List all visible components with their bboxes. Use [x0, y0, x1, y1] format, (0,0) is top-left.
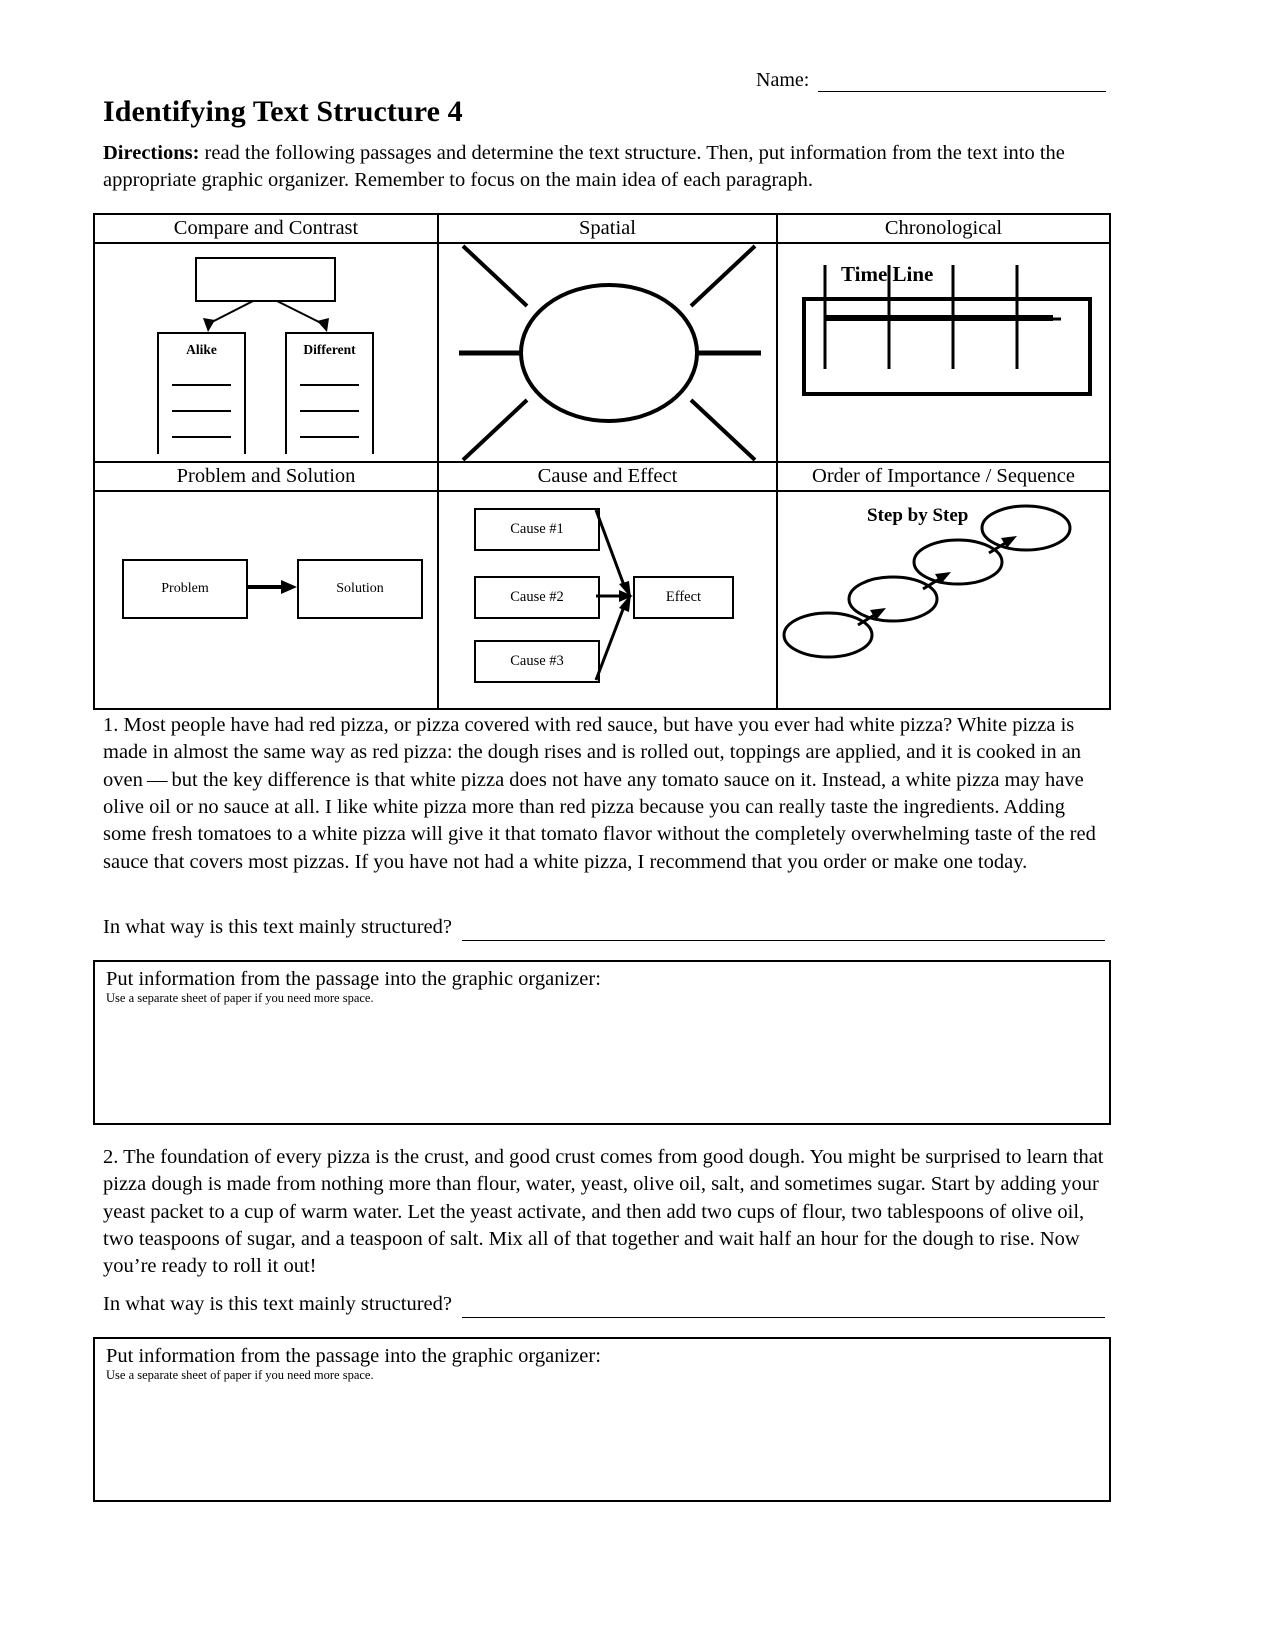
cause-3-box: Cause #3: [474, 640, 600, 683]
answer-box-1-title: Put information from the passage into the graphic organizer:: [106, 968, 601, 990]
organizer-cell-problem-solution: [95, 492, 439, 708]
time-line-diagram: [778, 244, 1109, 461]
compare-contrast-different-box: [285, 332, 374, 454]
alike-write-line: [172, 384, 231, 386]
answer-box-2-subtitle: Use a separate sheet of paper if you need more space.: [106, 1368, 374, 1382]
organizer-cell-sequence: [778, 492, 1109, 708]
organizer-header-compare-contrast: Compare and Contrast: [95, 215, 439, 244]
organizer-header-row-2: [95, 461, 1109, 492]
different-write-line: [300, 436, 359, 438]
answer-box-1[interactable]: [93, 960, 1111, 1125]
different-label: Different: [303, 342, 356, 357]
graphic-organizer-table: [93, 213, 1111, 710]
organizer-cell-compare-contrast: [95, 244, 439, 461]
solution-box: Solution: [297, 559, 423, 619]
problem-box: Problem: [122, 559, 248, 619]
name-input-line[interactable]: [818, 74, 1106, 92]
organizer-cell-chronological: [778, 244, 1109, 461]
organizer-header-spatial: Spatial: [439, 215, 778, 244]
cause-2-box: Cause #2: [474, 576, 600, 619]
time-line-label: Time Line: [841, 262, 934, 286]
different-write-line: [300, 410, 359, 412]
name-field-row: [756, 70, 1106, 92]
compare-contrast-alike-box: [157, 332, 246, 454]
name-label: Name:: [756, 69, 810, 91]
organizer-header-problem-solution: Problem and Solution: [95, 463, 439, 492]
question-2-row: [103, 1294, 1105, 1318]
passage-1-text: 1. Most people have had red pizza, or pizza covered with red sauce, but have you ever had white pizza? White pizza is made in almost the same way as red pizza: the dough rises and is rolled out, toppings are applied, and it is cooked in an oven — but the key difference is that white pizza does not have any tomato sauce on it. Instead, a white pizza may have olive oil or no sauce at all. I like white pizza more than red pizza because you can really taste the ingredients. Adding some fresh tomatoes to a white pizza will give it that tomato flavor without the completely overwhelming taste of the red sauce that covers most pizzas. If you have not had a white pizza, I recommend that you order or make one today.: [103, 714, 1096, 873]
organizer-cell-spatial: [439, 244, 778, 461]
organizer-header-chronological: Chronological: [778, 215, 1109, 244]
organizer-cell-cause-effect: [439, 492, 778, 708]
organizer-header-order-importance-sequence: Order of Importance / Sequence: [778, 463, 1109, 492]
organizer-body-row-1: [95, 244, 1109, 461]
question-1-label: In what way is this text mainly structured?: [103, 916, 452, 938]
step-by-step-label: Step by Step: [867, 505, 969, 526]
alike-write-line: [172, 410, 231, 412]
question-2-label: In what way is this text mainly structured?: [103, 1293, 452, 1315]
passage-2-text: 2. The foundation of every pizza is the crust, and good crust comes from good dough. You might be surprised to learn that pizza dough is made from nothing more than flour, water, yeast, olive oil, salt, and sometimes sugar. Start by adding your yeast packet to a cup of warm water. Let the yeast activate, and then add two cups of flour, two tablespoons of olive oil, two teaspoons of sugar, and a teaspoon of salt. Mix all of that together and wait half an hour for the dough to rise. Now you’re ready to roll it out!: [103, 1146, 1104, 1278]
cause-effect-arrows: [439, 492, 778, 708]
alike-label: Alike: [186, 342, 217, 357]
directions-paragraph: [103, 140, 1106, 195]
answer-box-2-title: Put information from the passage into the graphic organizer:: [106, 1345, 601, 1367]
answer-box-1-subtitle: Use a separate sheet of paper if you need more space.: [106, 991, 374, 1005]
step-by-step-diagram: [778, 492, 1109, 708]
question-1-answer-line[interactable]: [462, 921, 1105, 941]
spatial-web-diagram: [439, 244, 778, 461]
organizer-body-row-2: [95, 492, 1109, 708]
question-2-answer-line[interactable]: [462, 1298, 1105, 1318]
directions-text: read the following passages and determine the text structure. Then, put information from the text into the appropriate graphic organizer. Remember to focus on the main idea of each paragraph.: [103, 142, 1065, 192]
effect-box: Effect: [633, 576, 734, 619]
compare-contrast-topic-box: [195, 257, 336, 302]
directions-label: Directions:: [103, 142, 200, 164]
alike-write-line: [172, 436, 231, 438]
different-write-line: [300, 384, 359, 386]
page-title: Identifying Text Structure 4: [103, 95, 463, 128]
question-1-row: [103, 917, 1105, 941]
organizer-header-cause-effect: Cause and Effect: [439, 463, 778, 492]
organizer-header-row-1: [95, 215, 1109, 244]
answer-box-2[interactable]: [93, 1337, 1111, 1502]
cause-1-box: Cause #1: [474, 508, 600, 551]
problem-solution-arrow: [95, 492, 439, 708]
